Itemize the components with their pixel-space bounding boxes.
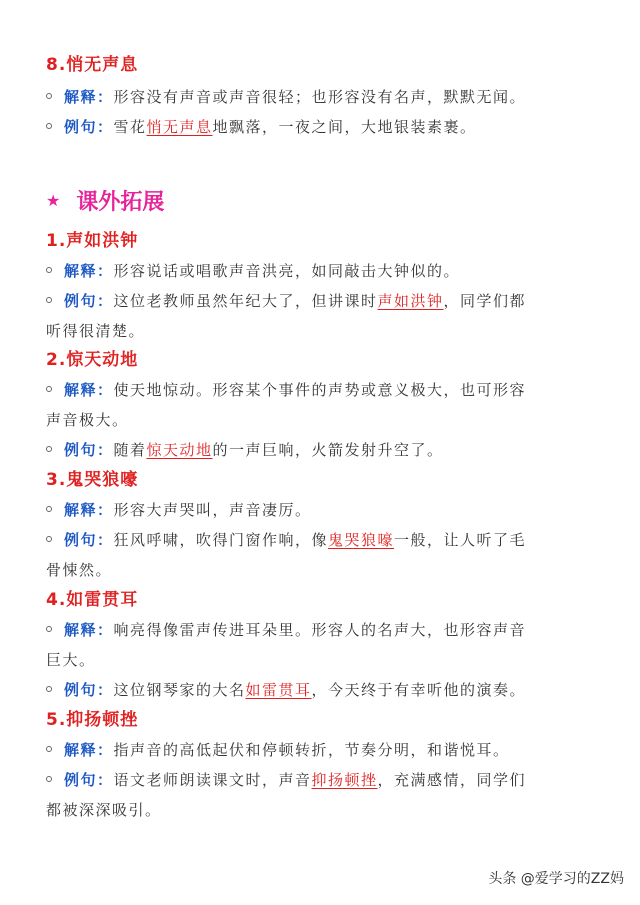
section-title [46, 187, 164, 217]
example-entry [46, 675, 586, 705]
explanation-text: 指声音的高低起伏和停顿转折，节奏分明，和谐悦耳。 [113, 741, 510, 759]
example-entry [46, 112, 586, 142]
example-text-before: 这位老教师虽然年纪大了，但讲课时 [113, 292, 378, 310]
explanation-label: 解释： [64, 621, 114, 639]
idiom-title: 1.声如洪钟 [46, 231, 139, 251]
explanation-entry [46, 82, 586, 112]
entry-line [46, 256, 586, 286]
example-text-before: 语文老师朗读课文时，声音 [113, 771, 312, 789]
example-highlight: 惊天动地 [146, 441, 213, 459]
entry-line-continued: 骨悚然。 [46, 561, 113, 579]
entry-line-continued: 听得很清楚。 [46, 322, 146, 340]
bullet-icon [46, 446, 52, 452]
entry-line [46, 112, 586, 142]
entry-line-continued: 都被深深吸引。 [46, 801, 162, 819]
bullet-icon [46, 746, 52, 752]
example-label: 例句： [64, 292, 114, 310]
idiom-title: 4.如雷贯耳 [46, 590, 139, 610]
explanation-text: 响亮得像雷声传进耳朵里。形容人的名声大，也形容声音 [113, 621, 527, 639]
explanation-label: 解释： [64, 741, 114, 759]
explanation-label: 解释： [64, 381, 114, 399]
explanation-entry [46, 495, 586, 525]
example-text-after: ，充满感情，同学们 [377, 771, 527, 789]
bullet-icon [46, 506, 52, 512]
idiom-title: 8.悄无声息 [46, 55, 139, 75]
explanation-label: 解释： [64, 501, 114, 519]
star-icon: ★ [46, 191, 61, 210]
example-text-after: ，今天终于有幸听他的演奏。 [311, 681, 527, 699]
bullet-icon [46, 123, 52, 129]
bullet-icon [46, 776, 52, 782]
idiom-title: 5.抑扬顿挫 [46, 710, 139, 730]
example-highlight: 悄无声息 [146, 118, 213, 136]
example-label: 例句： [64, 681, 114, 699]
example-entry [46, 286, 586, 346]
example-entry [46, 525, 586, 585]
entry-line [46, 735, 586, 765]
example-text-after: ，同学们都 [443, 292, 527, 310]
example-highlight: 抑扬顿挫 [311, 771, 378, 789]
entry-line [46, 675, 586, 705]
bullet-icon [46, 536, 52, 542]
entry-line [46, 495, 586, 525]
example-highlight: 如雷贯耳 [245, 681, 312, 699]
example-entry [46, 435, 586, 465]
bullet-icon [46, 626, 52, 632]
example-text-after: 的一声巨响，火箭发射升空了。 [212, 441, 444, 459]
example-highlight: 声如洪钟 [377, 292, 444, 310]
bullet-icon [46, 93, 52, 99]
example-text-before: 雪花 [113, 118, 147, 136]
example-text-after: 一般，让人听了毛 [394, 531, 527, 549]
explanation-text: 形容说话或唱歌声音洪亮，如同敲击大钟似的。 [113, 262, 461, 280]
entry-line [46, 525, 586, 555]
explanation-entry [46, 375, 586, 435]
example-entry [46, 765, 586, 825]
explanation-entry [46, 256, 586, 286]
bullet-icon [46, 386, 52, 392]
bullet-icon [46, 267, 52, 273]
idiom-title: 2.惊天动地 [46, 350, 139, 370]
entry-line-continued: 巨大。 [46, 651, 96, 669]
idiom-title: 3.鬼哭狼嚎 [46, 470, 139, 490]
explanation-label: 解释： [64, 88, 114, 106]
entry-line [46, 82, 586, 112]
example-text-before: 随着 [113, 441, 147, 459]
entry-line-continued: 声音极大。 [46, 411, 129, 429]
explanation-entry [46, 735, 586, 765]
example-label: 例句： [64, 441, 114, 459]
example-text-before: 这位钢琴家的大名 [113, 681, 246, 699]
explanation-text: 使天地惊动。形容某个事件的声势或意义极大，也可形容 [113, 381, 527, 399]
explanation-text: 形容大声哭叫，声音凄厉。 [113, 501, 312, 519]
example-text-before: 狂风呼啸，吹得门窗作响，像 [113, 531, 329, 549]
explanation-text: 形容没有声音或声音很轻；也形容没有名声，默默无闻。 [113, 88, 527, 106]
explanation-entry [46, 615, 586, 675]
example-label: 例句： [64, 771, 114, 789]
example-highlight: 鬼哭狼嚎 [328, 531, 395, 549]
explanation-label: 解释： [64, 262, 114, 280]
entry-line [46, 765, 586, 795]
entry-line [46, 615, 586, 645]
entry-line [46, 435, 586, 465]
example-label: 例句： [64, 118, 114, 136]
entry-line [46, 286, 586, 316]
section-title-text: 课外拓展 [76, 190, 165, 215]
entry-line [46, 375, 586, 405]
example-text-after: 地飘落，一夜之间，大地银装素裹。 [212, 118, 477, 136]
bullet-icon [46, 297, 52, 303]
watermark-text: 头条 @爱学习的ZZ妈 [488, 871, 624, 887]
bullet-icon [46, 686, 52, 692]
example-label: 例句： [64, 531, 114, 549]
